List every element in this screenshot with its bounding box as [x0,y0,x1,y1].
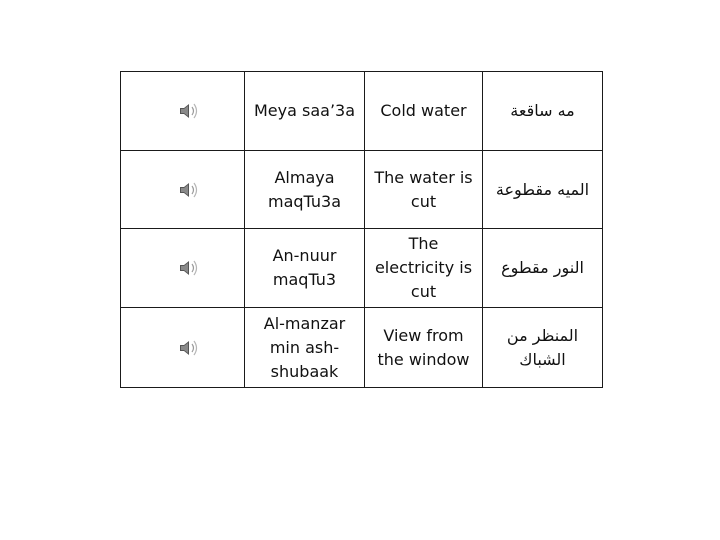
table-row [121,229,603,308]
table-row [121,308,603,388]
transliteration-cell: Meya saa’3a [245,72,365,151]
table-row [121,151,603,229]
english-cell: View from the window [365,308,483,388]
audio-cell [121,308,245,388]
speaker-icon[interactable] [177,99,201,123]
audio-cell [121,72,245,151]
speaker-icon[interactable] [177,256,201,280]
arabic-cell: النور مقطوع [483,229,603,308]
transliteration-cell: Almaya maqTu3a [245,151,365,229]
arabic-cell: الميه مقطوعة [483,151,603,229]
vocabulary-table [120,71,603,388]
transliteration-cell: An-nuur maqTu3 [245,229,365,308]
transliteration-cell: Al-manzar min ash-shubaak [245,308,365,388]
audio-cell [121,229,245,308]
arabic-cell: مه ساقعة [483,72,603,151]
speaker-icon[interactable] [177,336,201,360]
audio-cell [121,151,245,229]
speaker-icon[interactable] [177,178,201,202]
arabic-cell: المنظر من الشباك [483,308,603,388]
english-cell: The electricity is cut [365,229,483,308]
english-cell: Cold water [365,72,483,151]
english-cell: The water is cut [365,151,483,229]
table-row [121,72,603,151]
